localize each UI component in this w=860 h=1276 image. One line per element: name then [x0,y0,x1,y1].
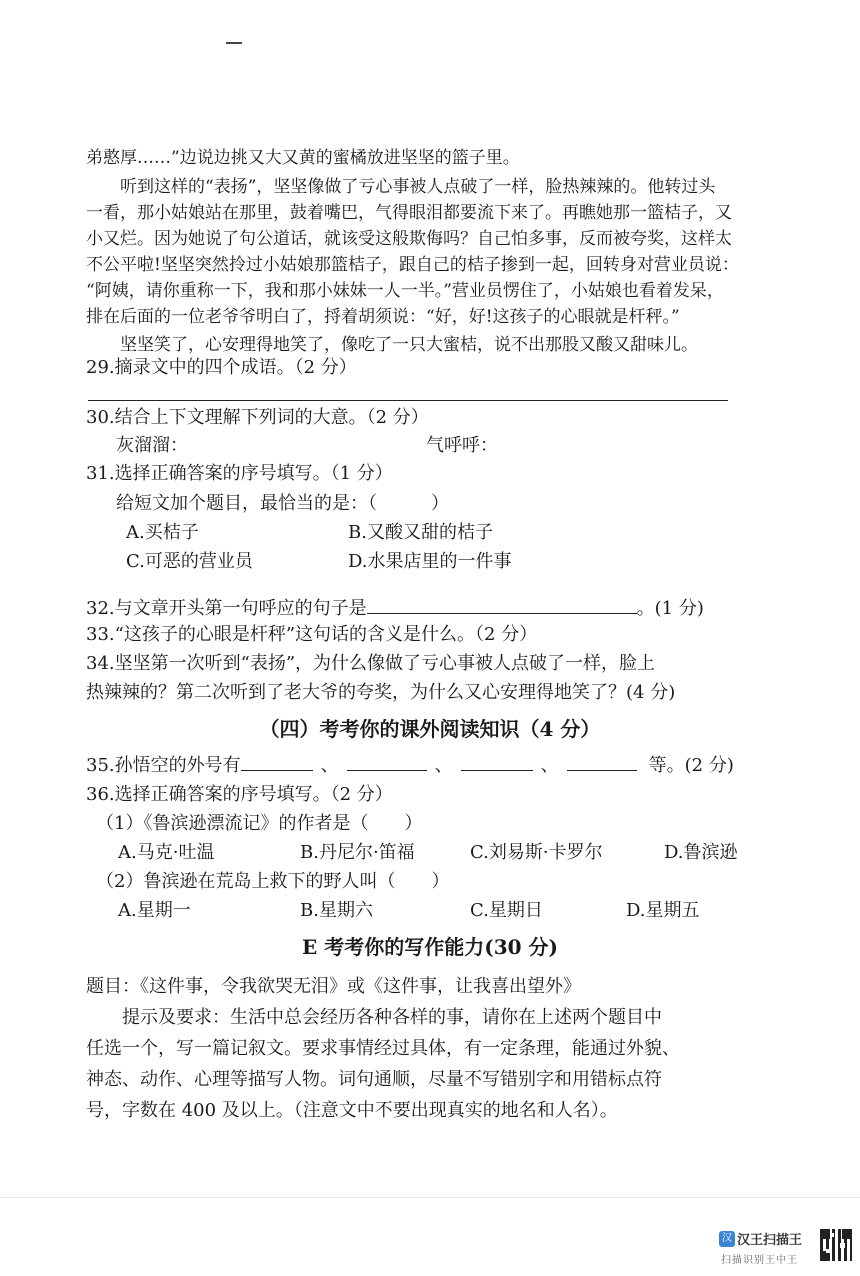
q30-term-a: 灰溜溜： [116,435,188,456]
brand-logo-icon: 汉 [719,1231,735,1247]
writing-title: 题目：《这件事，令我欲哭无泪》或《这件事，让我喜出望外》 [86,976,581,997]
q35-blank-4[interactable] [567,752,637,771]
q36-2-option-d[interactable]: D.星期五 [626,900,700,921]
passage-line: 弟憨厚……”边说边挑又大又黄的蜜橘放进坚坚的篮子里。 [86,148,520,168]
q36-sub-2: （2）鲁滨逊在荒岛上救下的野人叫（ ） [96,871,450,892]
q31-option-c[interactable]: C.可恶的营业员 [126,551,253,572]
q36-sub-1: （1）《鲁滨逊漂流记》的作者是（ ） [96,813,423,834]
question-30: 30.结合上下文理解下列词的大意。（2 分） [86,407,429,428]
q35-separator: 、 [540,755,559,776]
writing-requirement-line: 任选一个，写一篇记叙文。要求事情经过具体，有一定条理，能通过外貌、 [86,1038,680,1059]
answer-line-29[interactable] [88,400,728,401]
passage-line: 听到这样的“表扬”，坚坚像做了亏心事被人点破了一样，脸热辣辣的。他转过头 [86,177,716,197]
qr-code-icon [820,1229,852,1261]
q36-2-option-a[interactable]: A.星期一 [118,900,191,921]
writing-requirement-line: 神态、动作、心理等描写人物。词句通顺，尽量不写错别字和用错标点符 [86,1069,662,1090]
section-e-heading: E 考考你的写作能力(30 分) [302,935,558,959]
q35-separator: 、 [434,755,453,776]
passage-line: 小又烂。因为她说了句公道话，就该受这般欺侮吗？自己怕多事，反而被夸奖，这样太 [86,229,732,249]
q32-blank[interactable] [367,595,637,614]
section-4-heading: （四）考考你的课外阅读知识（4 分） [259,717,601,741]
q32-points: 。(1 分) [636,598,704,619]
question-35 [86,752,734,778]
question-36: 36.选择正确答案的序号填写。（2 分） [86,784,393,805]
scan-mark [226,42,242,44]
q31-option-b[interactable]: B.又酸又甜的桔子 [348,522,493,543]
q35-points: 等。(2 分) [648,755,734,776]
scanner-watermark [719,1229,819,1269]
passage-line: 不公平啦!坚坚突然拎过小姑娘那篮桔子，跟自己的桔子掺到一起，回转身对营业员说： [86,255,739,275]
passage-line: 坚坚笑了，心安理得地笑了，像吃了一只大蜜桔，说不出那股又酸又甜味儿。 [86,335,698,355]
q32-text: 32.与文章开头第一句呼应的句子是 [86,598,367,619]
footer-divider [0,1197,860,1198]
writing-requirement-line: 号，字数在 400 及以上。（注意文中不要出现真实的地名和人名）。 [86,1100,618,1121]
brand-name: 汉王扫描王 [737,1233,803,1248]
question-29: 29.摘录文中的四个成语。（2 分） [86,357,357,378]
q36-1-option-b[interactable]: B.丹尼尔·笛福 [300,842,415,863]
writing-requirement-line: 提示及要求：生活中总会经历各种各样的事，请你在上述两个题目中 [86,1007,662,1028]
q31-option-a[interactable]: A.买桔子 [126,522,199,543]
q35-blank-1[interactable] [241,752,313,771]
q36-2-option-b[interactable]: B.星期六 [300,900,373,921]
passage-line: 一看，那小姑娘站在那里，鼓着嘴巴，气得眼泪都要流下来了。再瞧她那一篮桔子，又 [86,203,732,223]
q30-term-b: 气呼呼： [426,435,498,456]
q35-blank-2[interactable] [347,752,427,771]
passage-line: 排在后面的一位老爷爷明白了，捋着胡须说：“好，好!这孩子的心眼就是杆秤。” [86,307,680,327]
question-34-line2: 热辣辣的？第二次听到了老大爷的夸奖，为什么又心安理得地笑了？(4 分) [86,682,676,703]
question-31: 31.选择正确答案的序号填写。（1 分） [86,463,393,484]
question-32 [86,595,704,621]
brand-tagline: 扫描识别王中王 [721,1255,798,1266]
q36-1-option-c[interactable]: C.刘易斯·卡罗尔 [470,842,603,863]
q36-1-option-d[interactable]: D.鲁滨逊 [664,842,738,863]
q31-option-d[interactable]: D.水果店里的一件事 [348,551,512,572]
q35-separator: 、 [320,755,339,776]
q35-blank-3[interactable] [461,752,533,771]
q36-2-option-c[interactable]: C.星期日 [470,900,543,921]
q35-text: 35.孙悟空的外号有 [86,755,241,776]
question-33: 33.“这孩子的心眼是杆秤”这句话的含义是什么。（2 分） [86,624,538,645]
q36-1-option-a[interactable]: A.马克·吐温 [118,842,215,863]
passage-line: “阿姨，请你重称一下，我和那小妹妹一人一半。”营业员愣住了，小姑娘也看着发呆， [86,281,724,301]
q31-stem: 给短文加个题目，最恰当的是：（ ） [116,493,449,514]
question-34-line1: 34.坚坚第一次听到“表扬”，为什么像做了亏心事被人点破了一样，脸上 [86,653,656,674]
